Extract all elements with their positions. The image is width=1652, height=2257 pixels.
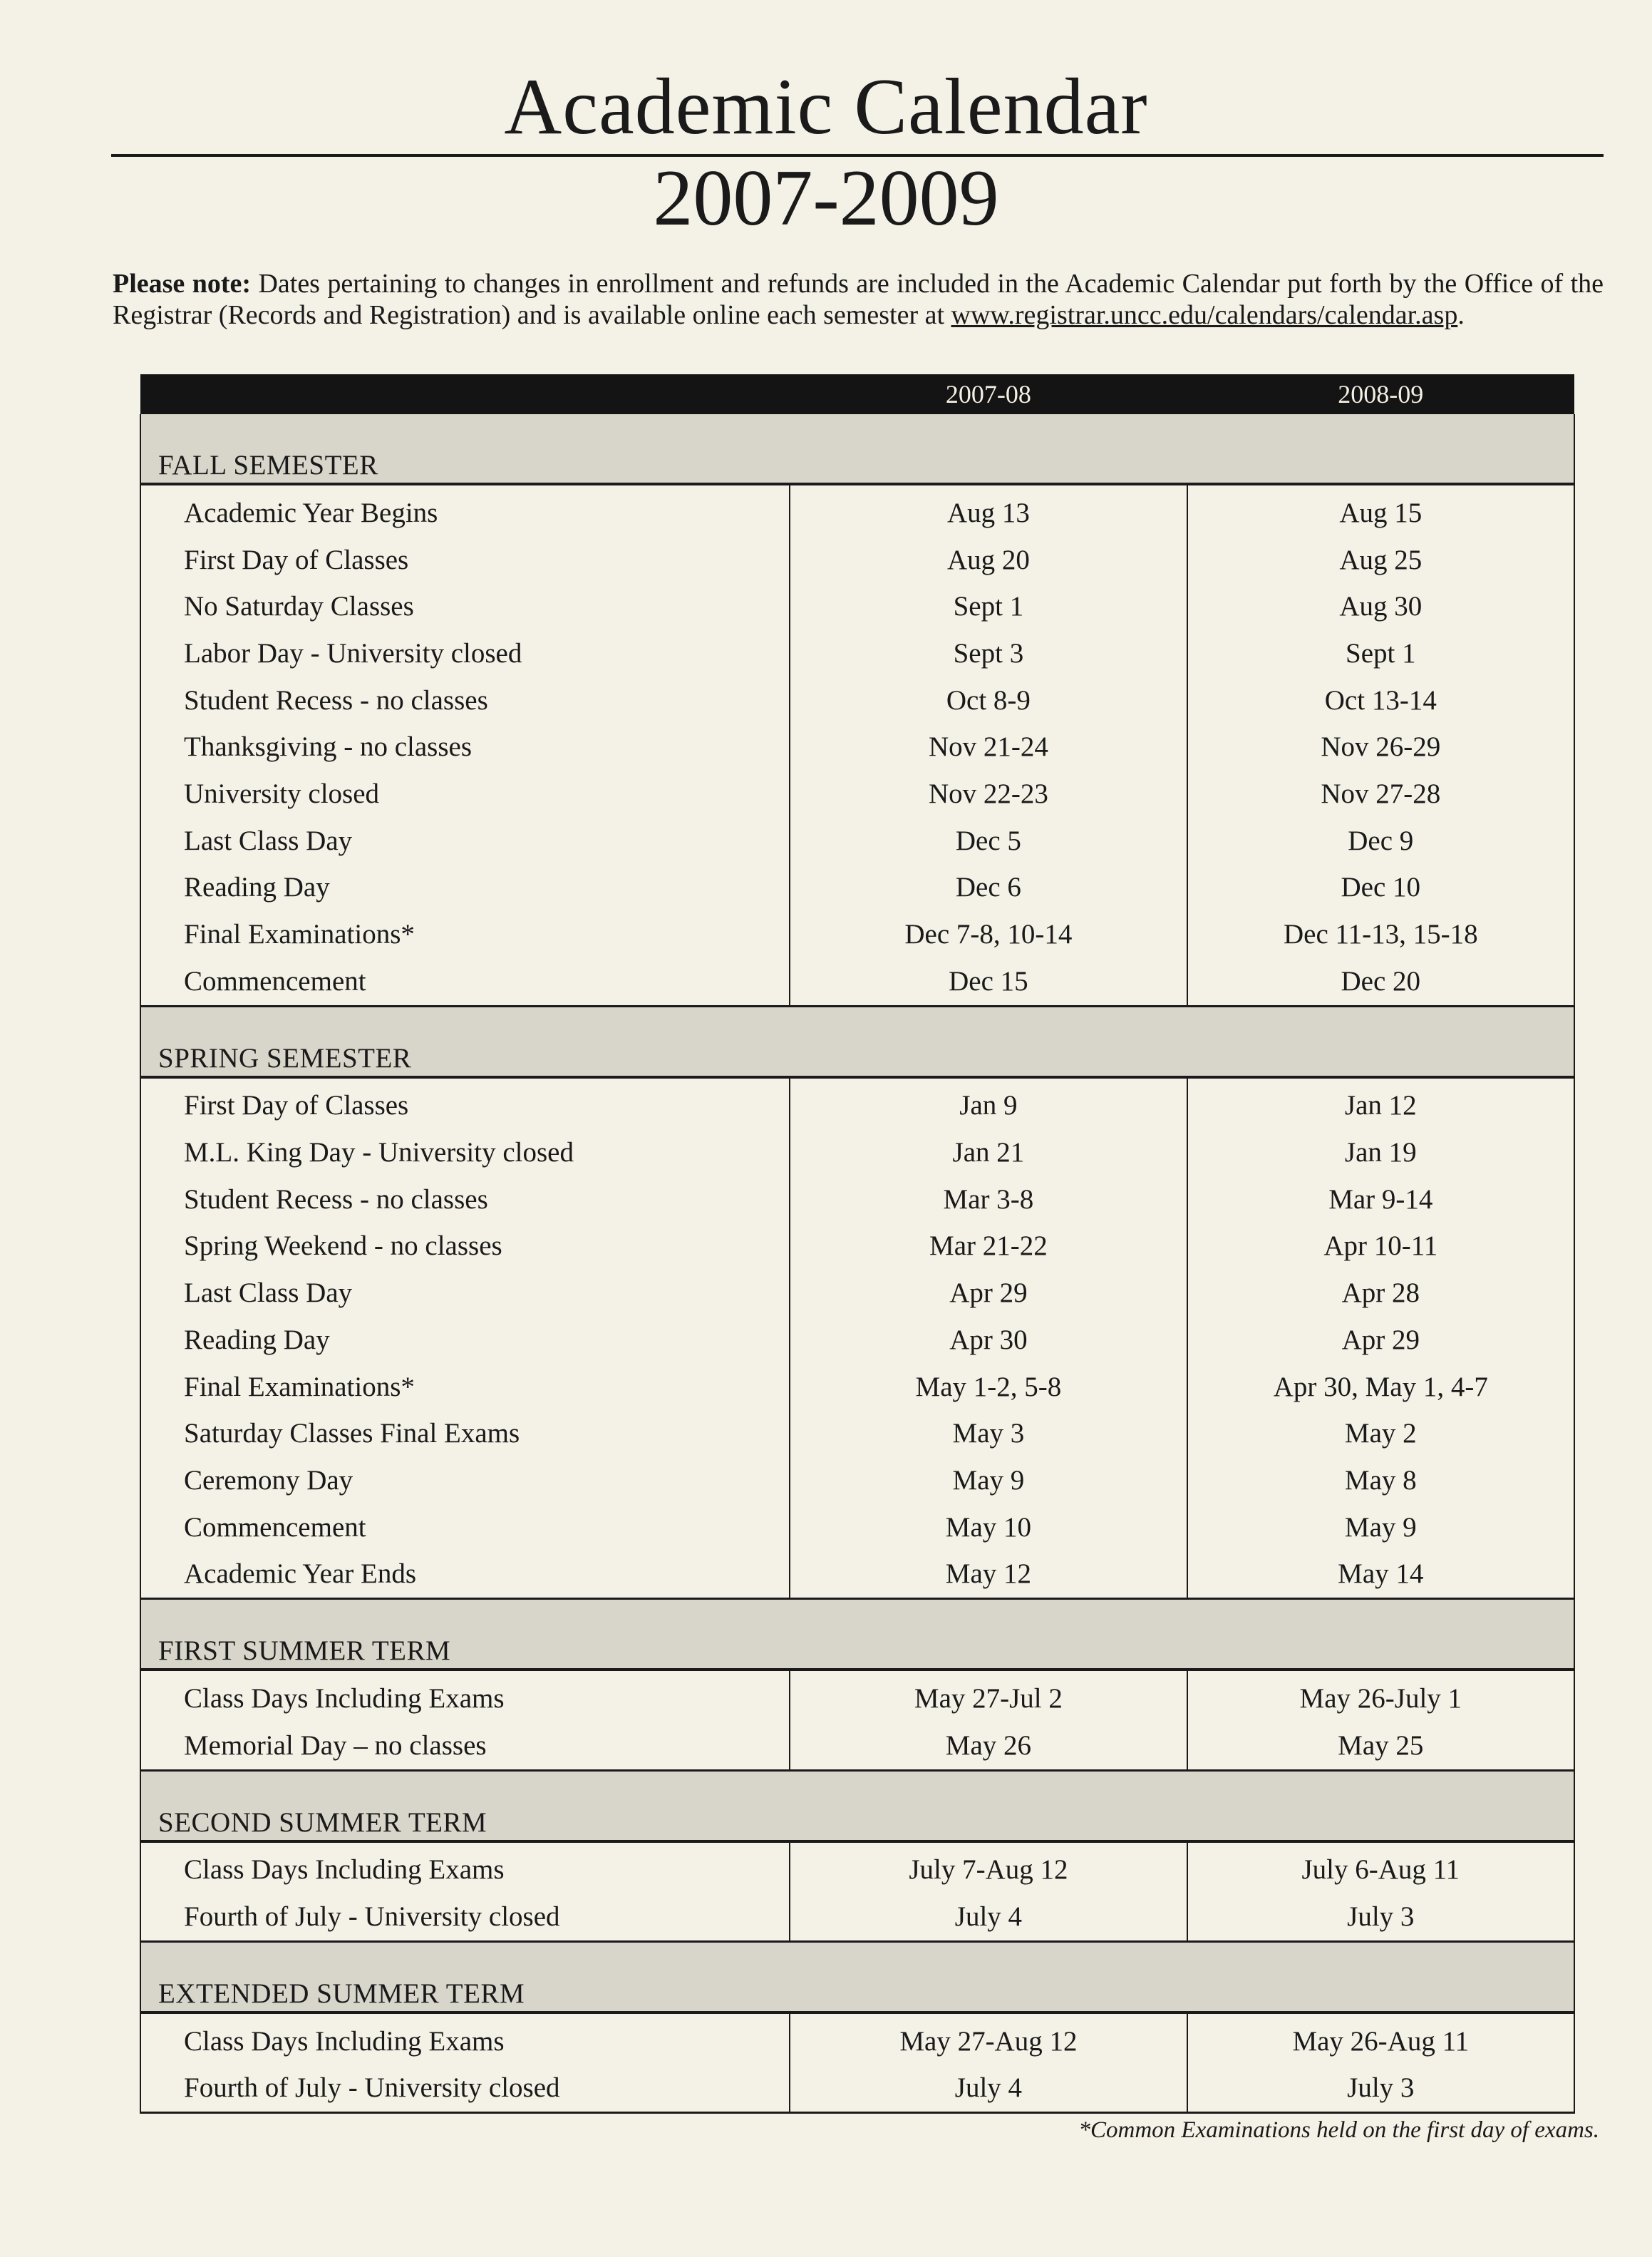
date-2008-09: May 8 <box>1187 1457 1574 1504</box>
table-row <box>140 1670 1574 1722</box>
date-2007-08: May 3 <box>790 1410 1187 1457</box>
event-label: Saturday Classes Final Exams <box>140 1410 790 1457</box>
date-2008-09: May 14 <box>1187 1551 1574 1598</box>
event-label: Last Class Day <box>140 1270 790 1317</box>
event-label: Thanksgiving - no classes <box>140 724 790 771</box>
event-label: Student Recess - no classes <box>140 677 790 724</box>
table-row <box>140 1176 1574 1223</box>
column-header-2007-08: 2007-08 <box>790 374 1187 414</box>
footnote: *Common Examinations held on the first day of exams. <box>1078 2117 1599 2143</box>
date-2007-08: Dec 5 <box>790 818 1187 865</box>
date-2008-09: May 26-Aug 11 <box>1187 2012 1574 2065</box>
registrar-calendar-link[interactable]: www.registrar.uncc.edu/calendars/calendar.asp <box>951 300 1458 330</box>
calendar-body <box>140 414 1574 2113</box>
table-row <box>140 630 1574 677</box>
column-header-event <box>140 374 790 414</box>
event-label: University closed <box>140 771 790 818</box>
table-row <box>140 2012 1574 2065</box>
date-2007-08: July 4 <box>790 2065 1187 2113</box>
table-row <box>140 537 1574 584</box>
event-label: Class Days Including Exams <box>140 1841 790 1894</box>
table-row <box>140 1893 1574 1941</box>
event-label: M.L. King Day - University closed <box>140 1129 790 1176</box>
date-2008-09: May 25 <box>1187 1722 1574 1770</box>
column-header-2008-09: 2008-09 <box>1187 374 1574 414</box>
date-2008-09: July 6-Aug 11 <box>1187 1841 1574 1894</box>
date-2008-09: Nov 26-29 <box>1187 724 1574 771</box>
page-title: Academic Calendar <box>504 63 1148 151</box>
date-2008-09: Mar 9-14 <box>1187 1176 1574 1223</box>
event-label: Spring Weekend - no classes <box>140 1223 790 1270</box>
date-2007-08: May 27-Aug 12 <box>790 2012 1187 2065</box>
event-label: Academic Year Begins <box>140 484 790 537</box>
date-2008-09: July 3 <box>1187 2065 1574 2113</box>
date-2008-09: Apr 28 <box>1187 1270 1574 1317</box>
event-label: Final Examinations* <box>140 1364 790 1411</box>
date-2007-08: Sept 1 <box>790 583 1187 630</box>
table-row <box>140 724 1574 771</box>
table-row <box>140 1223 1574 1270</box>
date-2007-08: Jan 9 <box>790 1077 1187 1130</box>
table-header-row <box>140 374 1574 414</box>
section-header-row <box>140 1941 1574 2012</box>
date-2007-08: May 26 <box>790 1722 1187 1770</box>
event-label: First Day of Classes <box>140 1077 790 1130</box>
event-label: Ceremony Day <box>140 1457 790 1504</box>
section-header-row <box>140 1006 1574 1077</box>
date-2007-08: Jan 21 <box>790 1129 1187 1176</box>
event-label: Final Examinations* <box>140 911 790 958</box>
date-2008-09: Sept 1 <box>1187 630 1574 677</box>
date-2008-09: Dec 9 <box>1187 818 1574 865</box>
section-title: FALL SEMESTER <box>140 414 1574 484</box>
section-header-row <box>140 414 1574 484</box>
date-2008-09: July 3 <box>1187 1893 1574 1941</box>
table-row <box>140 911 1574 958</box>
date-2008-09: Dec 20 <box>1187 958 1574 1006</box>
date-2008-09: Dec 11-13, 15-18 <box>1187 911 1574 958</box>
table-row <box>140 2065 1574 2113</box>
table-row <box>140 677 1574 724</box>
date-2007-08: Apr 30 <box>790 1317 1187 1364</box>
event-label: First Day of Classes <box>140 537 790 584</box>
date-2007-08: Nov 22-23 <box>790 771 1187 818</box>
date-2008-09: Apr 10-11 <box>1187 1223 1574 1270</box>
table-row <box>140 1722 1574 1770</box>
date-2008-09: Aug 25 <box>1187 537 1574 584</box>
table-row <box>140 865 1574 912</box>
section-header-row <box>140 1770 1574 1841</box>
table-row <box>140 818 1574 865</box>
date-2007-08: Aug 20 <box>790 537 1187 584</box>
table-row <box>140 1410 1574 1457</box>
table-row <box>140 1077 1574 1130</box>
date-2007-08: Nov 21-24 <box>790 724 1187 771</box>
date-2008-09: Jan 12 <box>1187 1077 1574 1130</box>
date-2007-08: Dec 15 <box>790 958 1187 1006</box>
date-2008-09: May 9 <box>1187 1504 1574 1551</box>
date-2007-08: July 4 <box>790 1893 1187 1941</box>
table-row <box>140 771 1574 818</box>
table-row <box>140 1841 1574 1894</box>
event-label: Memorial Day – no classes <box>140 1722 790 1770</box>
date-2008-09: Dec 10 <box>1187 865 1574 912</box>
table-row <box>140 484 1574 537</box>
table-row <box>140 1551 1574 1598</box>
date-2007-08: May 9 <box>790 1457 1187 1504</box>
event-label: Class Days Including Exams <box>140 1670 790 1722</box>
event-label: Student Recess - no classes <box>140 1176 790 1223</box>
date-2007-08: May 12 <box>790 1551 1187 1598</box>
event-label: No Saturday Classes <box>140 583 790 630</box>
academic-calendar-table <box>140 374 1575 2114</box>
event-label: Commencement <box>140 1504 790 1551</box>
date-2007-08: May 1-2, 5-8 <box>790 1364 1187 1411</box>
event-label: Reading Day <box>140 1317 790 1364</box>
table-row <box>140 1317 1574 1364</box>
date-2008-09: Aug 30 <box>1187 583 1574 630</box>
table-row <box>140 1457 1574 1504</box>
event-label: Fourth of July - University closed <box>140 2065 790 2113</box>
table-row <box>140 1364 1574 1411</box>
section-title: SPRING SEMESTER <box>140 1006 1574 1077</box>
table-row <box>140 1129 1574 1176</box>
event-label: Labor Day - University closed <box>140 630 790 677</box>
page-subtitle-years: 2007-2009 <box>653 154 999 242</box>
date-2008-09: Nov 27-28 <box>1187 771 1574 818</box>
section-title: FIRST SUMMER TERM <box>140 1599 1574 1670</box>
note-end: . <box>1457 300 1465 330</box>
section-title: SECOND SUMMER TERM <box>140 1770 1574 1841</box>
date-2008-09: Apr 30, May 1, 4-7 <box>1187 1364 1574 1411</box>
date-2008-09: May 26-July 1 <box>1187 1670 1574 1722</box>
event-label: Fourth of July - University closed <box>140 1893 790 1941</box>
date-2008-09: May 2 <box>1187 1410 1574 1457</box>
event-label: Reading Day <box>140 865 790 912</box>
registrar-note <box>113 268 1604 331</box>
table-row <box>140 583 1574 630</box>
date-2008-09: Jan 19 <box>1187 1129 1574 1176</box>
date-2007-08: Aug 13 <box>790 484 1187 537</box>
date-2008-09: Apr 29 <box>1187 1317 1574 1364</box>
date-2007-08: May 27-Jul 2 <box>790 1670 1187 1722</box>
date-2007-08: Dec 7-8, 10-14 <box>790 911 1187 958</box>
date-2007-08: Dec 6 <box>790 865 1187 912</box>
date-2007-08: Mar 3-8 <box>790 1176 1187 1223</box>
section-title: EXTENDED SUMMER TERM <box>140 1941 1574 2012</box>
date-2008-09: Oct 13-14 <box>1187 677 1574 724</box>
note-label: Please note: <box>113 269 252 299</box>
date-2007-08: Mar 21-22 <box>790 1223 1187 1270</box>
date-2007-08: May 10 <box>790 1504 1187 1551</box>
event-label: Class Days Including Exams <box>140 2012 790 2065</box>
date-2007-08: July 7-Aug 12 <box>790 1841 1187 1894</box>
note-text: Dates pertaining to changes in enrollment and refunds are included in the Academic Calendar put forth by the Office of the Registrar (Records and Registration) and is available online each semester at <box>113 269 1604 330</box>
event-label: Commencement <box>140 958 790 1006</box>
event-label: Academic Year Ends <box>140 1551 790 1598</box>
table-row <box>140 1270 1574 1317</box>
date-2007-08: Oct 8-9 <box>790 677 1187 724</box>
date-2007-08: Sept 3 <box>790 630 1187 677</box>
table-row <box>140 958 1574 1006</box>
event-label: Last Class Day <box>140 818 790 865</box>
section-header-row <box>140 1599 1574 1670</box>
date-2007-08: Apr 29 <box>790 1270 1187 1317</box>
date-2008-09: Aug 15 <box>1187 484 1574 537</box>
table-row <box>140 1504 1574 1551</box>
